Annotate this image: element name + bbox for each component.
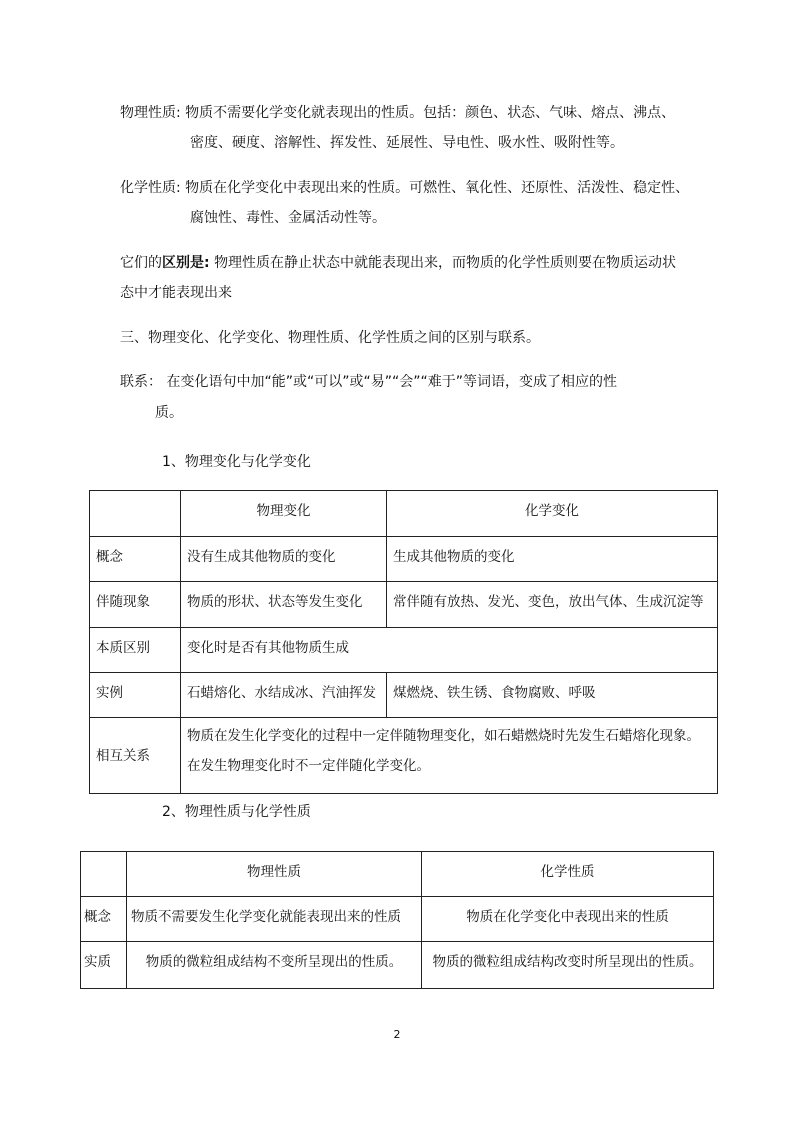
- physical-property-line-2: 密度、硬度、溶解性、挥发性、延展性、导电性、吸水性、吸附性等。: [190, 135, 624, 151]
- table-row: [90, 718, 718, 794]
- page-number: 2: [393, 1028, 401, 1041]
- table-row: [90, 582, 718, 628]
- table1-caption: 1、物理变化与化学变化: [162, 454, 311, 470]
- cell-chemical-property-essence: 物质的微粒组成结构改变时所呈现出的性质。: [422, 942, 714, 989]
- physical-property-line-1: 物理性质: 物质不需要化学变化就表现出的性质。包括：颜色、状态、气味、熔点、沸点、: [120, 105, 676, 121]
- cell-essence-merged: 变化时是否有其他物质生成: [181, 628, 718, 673]
- row-label-concept: 概念: [90, 537, 181, 582]
- cell-physical-property-concept: 物质不需要发生化学变化就能表现出来的性质: [127, 897, 422, 942]
- relation-label: 联系：: [120, 374, 162, 390]
- cell-physical-concept: 没有生成其他物质的变化: [181, 537, 387, 582]
- cell-chemical-property-concept: 物质在化学变化中表现出来的性质: [422, 897, 714, 942]
- cell-physical-phenomena: 物质的形状、状态等发生变化: [181, 582, 387, 628]
- cell-relation-merged: 物质在发生化学变化的过程中一定伴随物理变化，如石蜡燃烧时先发生石蜡熔化现象。 在发生物理变化时不一定伴随化学变化。: [181, 718, 718, 794]
- physical-chemical-change-table: [89, 490, 718, 794]
- table-row: [90, 537, 718, 582]
- table-header-physical-property: 物理性质: [127, 852, 422, 897]
- chemical-property-line-1: 化学性质: 物质在化学变化中表现出来的性质。可燃性、氧化性、还原性、活泼性、稳定性、: [120, 180, 690, 196]
- table-header-row: [81, 852, 714, 897]
- section-heading-3: 三、物理变化、化学变化、物理性质、化学性质之间的区别与联系。: [120, 330, 540, 346]
- table2-caption: 2、物理性质与化学性质: [162, 804, 311, 820]
- physical-chemical-property-table: [80, 851, 714, 989]
- table-row: [90, 628, 718, 673]
- cell-physical-property-essence: 物质的微粒组成结构不变所呈现出的性质。: [127, 942, 422, 989]
- table-header-corner: [90, 491, 181, 537]
- row-label-examples: 实例: [90, 673, 181, 718]
- difference-line-1: 它们的区别是: 物理性质在静止状态中就能表现出来，而物质的化学性质则要在物质运动状: [120, 255, 677, 271]
- table-row: [90, 673, 718, 718]
- table-header-physical-change: 物理变化: [181, 491, 387, 537]
- row-label-essence: 实质: [81, 942, 127, 989]
- row-label-phenomena: 伴随现象: [90, 582, 181, 628]
- cell-physical-examples: 石蜡熔化、水结成冰、汽油挥发: [181, 673, 387, 718]
- physical-property-label: 物理性质:: [120, 105, 181, 121]
- cell-chemical-examples: 煤燃烧、铁生锈、食物腐败、呼吸: [387, 673, 718, 718]
- row-label-concept: 概念: [81, 897, 127, 942]
- chemical-property-label: 化学性质:: [120, 180, 181, 196]
- table-row: [81, 897, 714, 942]
- row-label-essence: 本质区别: [90, 628, 181, 673]
- difference-line-2: 态中才能表现出来: [120, 285, 232, 301]
- table-header-chemical-change: 化学变化: [387, 491, 718, 537]
- relation-line-1: 联系： 在变化语句中加“能”或“可以”或“易”“会”“难于”等词语，变成了相应的性: [120, 374, 617, 390]
- relation-line-2: 质。: [155, 405, 183, 421]
- table-header-chemical-property: 化学性质: [422, 852, 714, 897]
- cell-chemical-concept: 生成其他物质的变化: [387, 537, 718, 582]
- cell-chemical-phenomena: 常伴随有放热、发光、变色，放出气体、生成沉淀等: [387, 582, 718, 628]
- table-row: [81, 942, 714, 989]
- chemical-property-line-2: 腐蚀性、毒性、金属活动性等。: [190, 210, 386, 226]
- difference-label: 区别是:: [162, 255, 210, 271]
- row-label-relation: 相互关系: [90, 718, 181, 794]
- table-header-corner: [81, 852, 127, 897]
- table-header-row: [90, 491, 718, 537]
